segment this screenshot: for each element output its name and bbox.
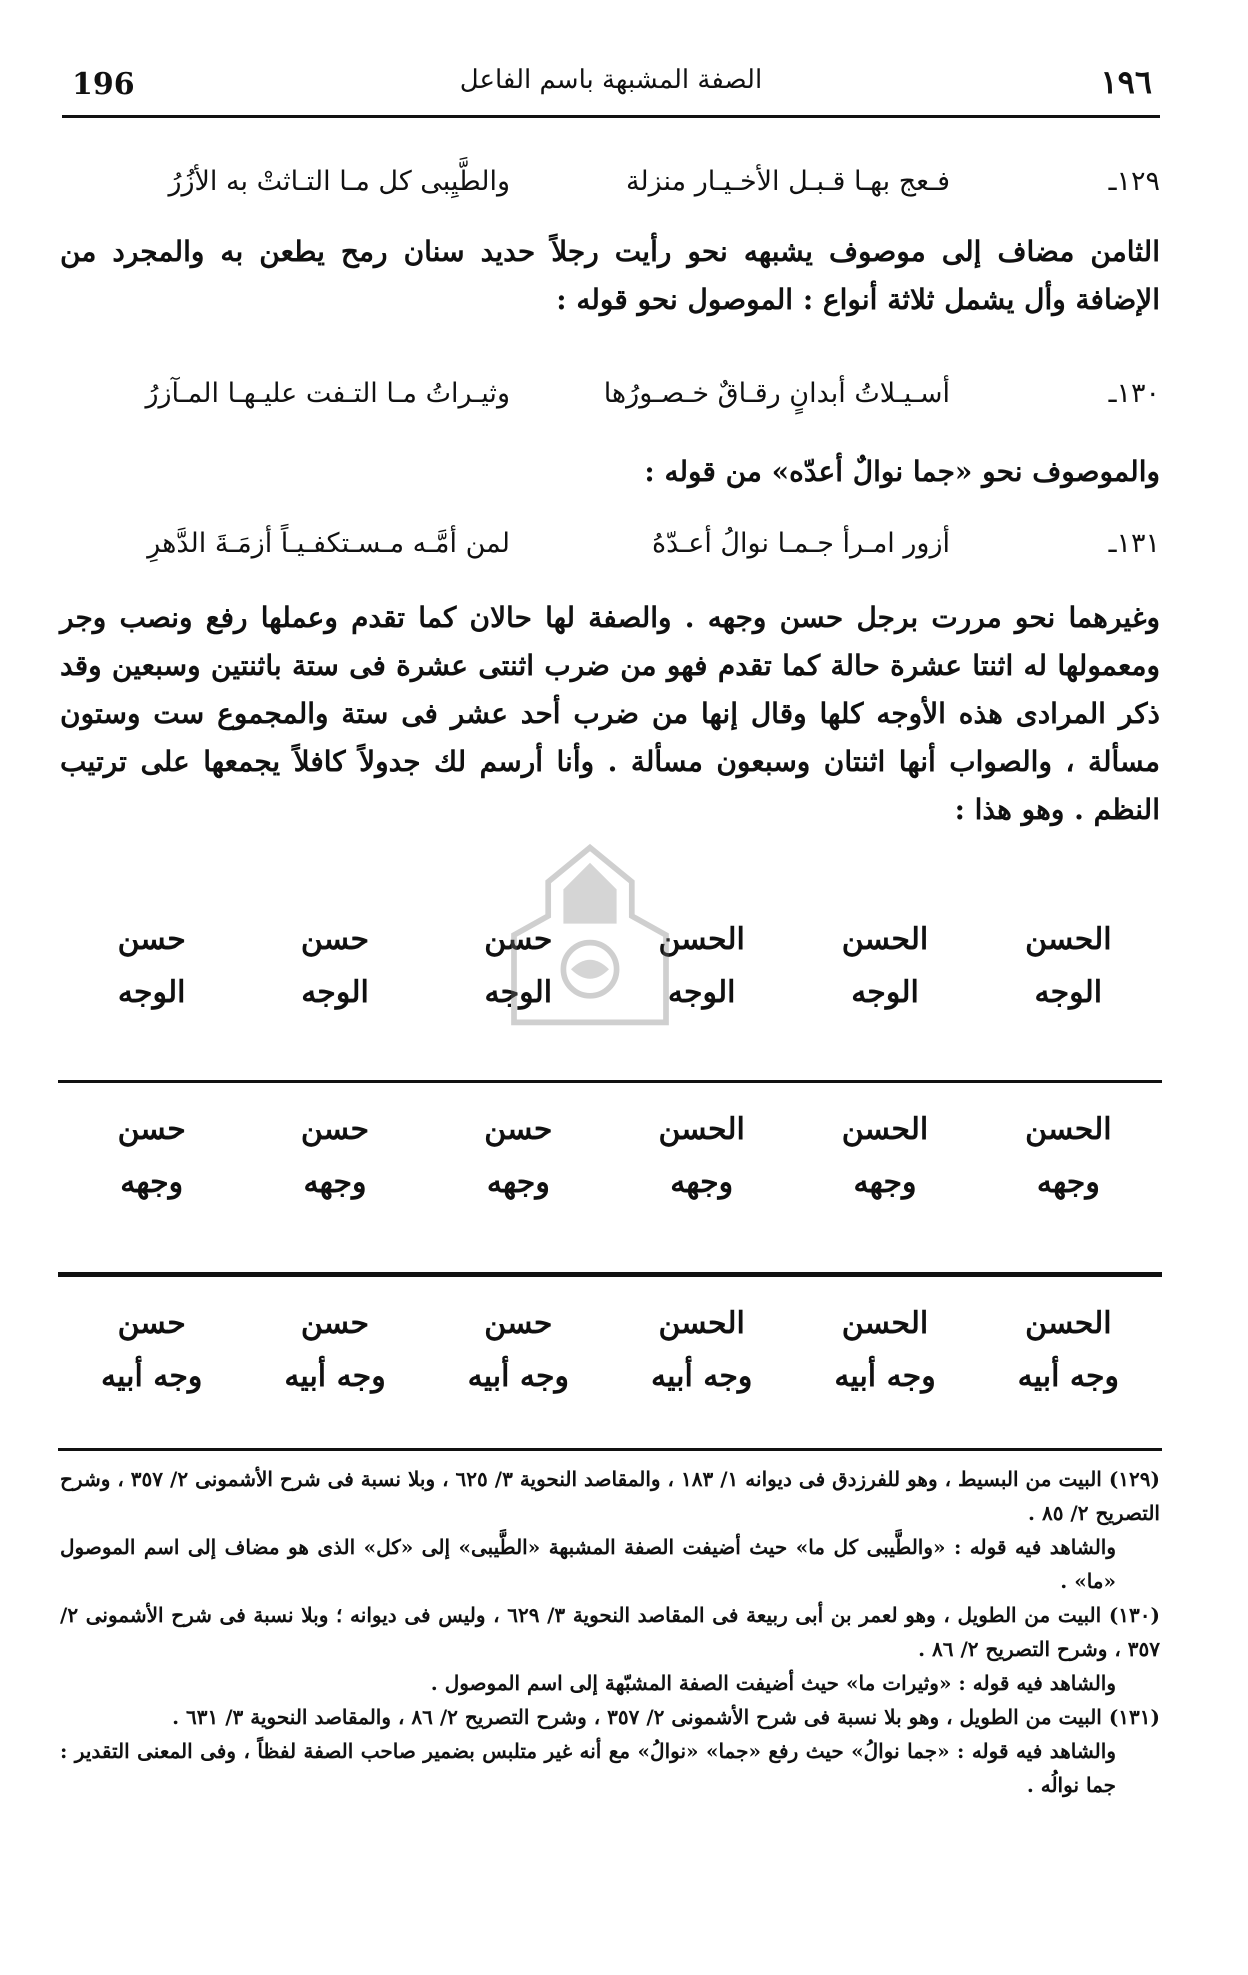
verse-hemistich-first: فـعج بهـا قـبـل الأخـيـار منزلة <box>625 166 950 197</box>
table-cell: الوجه <box>117 975 186 1010</box>
table-cell: الوجه <box>851 975 919 1010</box>
verse-hemistich-first: أسـيـلاتُ أبدانٍ رقـاقٌ خـصـورُها <box>603 378 950 409</box>
table-row-2 <box>60 1112 1160 1200</box>
table-cell: الحسن <box>658 1112 745 1147</box>
page-number-latin: 196 <box>72 67 135 102</box>
table-divider <box>58 1080 1162 1083</box>
table-cell: وجهه <box>853 1165 917 1200</box>
table-cell: حسن <box>300 1306 370 1341</box>
verse-hemistich-second: وثيـراتُ مـا التـفت عليـهـا المـآزرُ <box>145 378 510 409</box>
verse-number: ١٢٩ـ <box>1108 166 1160 197</box>
footnote-129-witness: والشاهد فيه قوله : «والطَّيبى كل ما» حيث أضيفت الصفة المشبهة «الطَّيبى» إلى «كل» الذى هو مضاف إلى اسم الموصول «ما» . <box>60 1535 1116 1593</box>
page-header <box>62 55 1160 118</box>
footnote-131-witness: والشاهد فيه قوله : «جما نوالُ» حيث رفع «جما» «نوالُ» مع أنه غير متلبس بضمير صاحب الصفة لفظاً ، وفى المعنى التقدير : جما نوالُه . <box>60 1739 1116 1797</box>
running-title: الصفة المشبهة باسم الفاعل <box>459 65 763 95</box>
footnote-separator <box>58 1448 1162 1451</box>
verse-131 <box>60 522 1160 572</box>
verse-hemistich-second: لمن أمَّـه مـسـتكفـيـاً أزمَـةَ الدَّهرِ <box>147 528 510 559</box>
table-cell: وجه أبيه <box>284 1359 386 1394</box>
table-cell: وجهه <box>486 1165 550 1200</box>
table-divider <box>58 1272 1162 1277</box>
footnote-130-source: (١٣٠) البيت من الطويل ، وهو لعمر بن أبى ربيعة فى المقاصد النحوية ٣/ ٦٢٩ ، وليس فى ديوانه ؛ وبلا نسبة فى شرح الأشمونى ٢/ ٣٥٧ ، وشرح التصريح ٢/ ٨٦ . <box>60 1603 1160 1661</box>
table-cell: الوجه <box>1034 975 1103 1010</box>
footnote-131-source: (١٣١) البيت من الطويل ، وهو بلا نسبة فى شرح الأشمونى ٢/ ٣٥٧ ، وشرح التصريح ٢/ ٨٦ ، والمقاصد النحوية ٣/ ٦٣١ . <box>172 1705 1160 1729</box>
table-cell: حسن <box>484 922 553 957</box>
verse-hemistich-first: أزور امـرأ جـمـا نوالُ أعـدّهُ <box>652 528 950 559</box>
table-cell: الحسن <box>658 1306 745 1341</box>
table-cell: حسن <box>117 1112 186 1147</box>
verse-hemistich-second: والطَّيِبى كل مـا التـاثتْ به الأزُرُ <box>168 166 510 197</box>
page-number-arabic: ١٩٦ <box>1100 63 1152 101</box>
verse-129 <box>60 160 1160 210</box>
table-cell: وجهه <box>120 1165 184 1200</box>
table-cell: حسن <box>300 1112 370 1147</box>
table-cell: الحسن <box>841 922 929 957</box>
table-cell: الحسن <box>1025 1306 1112 1341</box>
table-cell: وجهه <box>1036 1165 1100 1200</box>
paragraph-2: والموصوف نحو «جما نوالٌ أعدّه» من قوله : <box>644 455 1160 488</box>
table-cell: وجه أبيه <box>1017 1359 1120 1394</box>
table-cell: وجه أبيه <box>834 1359 936 1394</box>
watermark-text <box>470 1000 790 1030</box>
verse-130 <box>60 372 1160 422</box>
footnote-129-source: (١٢٩) البيت من البسيط ، وهو للفرزدق فى ديوانه ١/ ١٨٣ ، والمقاصد النحوية ٣/ ٦٢٥ ، وبلا نسبة فى شرح الأشمونى ٢/ ٣٥٧ ، وشرح التصريح ٢/ ٨٥ . <box>60 1467 1160 1525</box>
table-cell: حسن <box>117 1306 186 1341</box>
table-cell: الحسن <box>1025 1112 1112 1147</box>
footnotes <box>60 1462 1160 1802</box>
table-cell: الوجه <box>667 975 736 1010</box>
table-cell: وجه أبيه <box>467 1359 570 1394</box>
table-cell: حسن <box>484 1112 553 1147</box>
table-cell: الحسن <box>1025 922 1112 957</box>
table-cell: حسن <box>117 922 186 957</box>
table-cell: وجه أبيه <box>100 1359 203 1394</box>
table-cell: وجهه <box>670 1165 734 1200</box>
table-cell: وجهه <box>303 1165 367 1200</box>
table-cell: حسن <box>484 1306 553 1341</box>
paragraph-1: الثامن مضاف إلى موصوف يشبهه نحو رأيت رجلاً حديد سنان رمح يطعن به والمجرد من الإضافة وأل يشمل ثلاثة أنواع : الموصول نحو قوله : <box>60 235 1160 316</box>
table-row-3 <box>60 1306 1160 1394</box>
table-cell: وجه أبيه <box>650 1359 753 1394</box>
table-cell: الحسن <box>841 1306 929 1341</box>
table-cell: الوجه <box>484 975 553 1010</box>
table-cell: حسن <box>300 922 370 957</box>
table-cell: الحسن <box>841 1112 929 1147</box>
verse-number: ١٣١ـ <box>1108 528 1160 559</box>
verse-number: ١٣٠ـ <box>1108 378 1160 409</box>
table-cell: الوجه <box>301 975 369 1010</box>
paragraph-3: وغيرهما نحو مررت برجل حسن وجهه . والصفة لها حالان كما تقدم وعملها رفع ونصب وجر ومعمولها له اثنتا عشرة حالة كما تقدم فهو من ضرب اثنتى عشرة فى ستة باثنتين وسبعين وقد ذكر المرادى هذه الأوجه كلها وقال إنها من ضرب أحد عشر فى ستة والمجموع ست وستون مسألة ، والصواب أنها اثنتان وسبعون مسألة . وأنا أرسم لك جدولاً كافلاً يجمعها على ترتيب النظم . وهو هذا : <box>60 601 1161 826</box>
footnote-130-witness: والشاهد فيه قوله : «وثيرات ما» حيث أضيفت الصفة المشبّهة إلى اسم الموصول . <box>430 1671 1116 1695</box>
table-cell: الحسن <box>658 922 745 957</box>
